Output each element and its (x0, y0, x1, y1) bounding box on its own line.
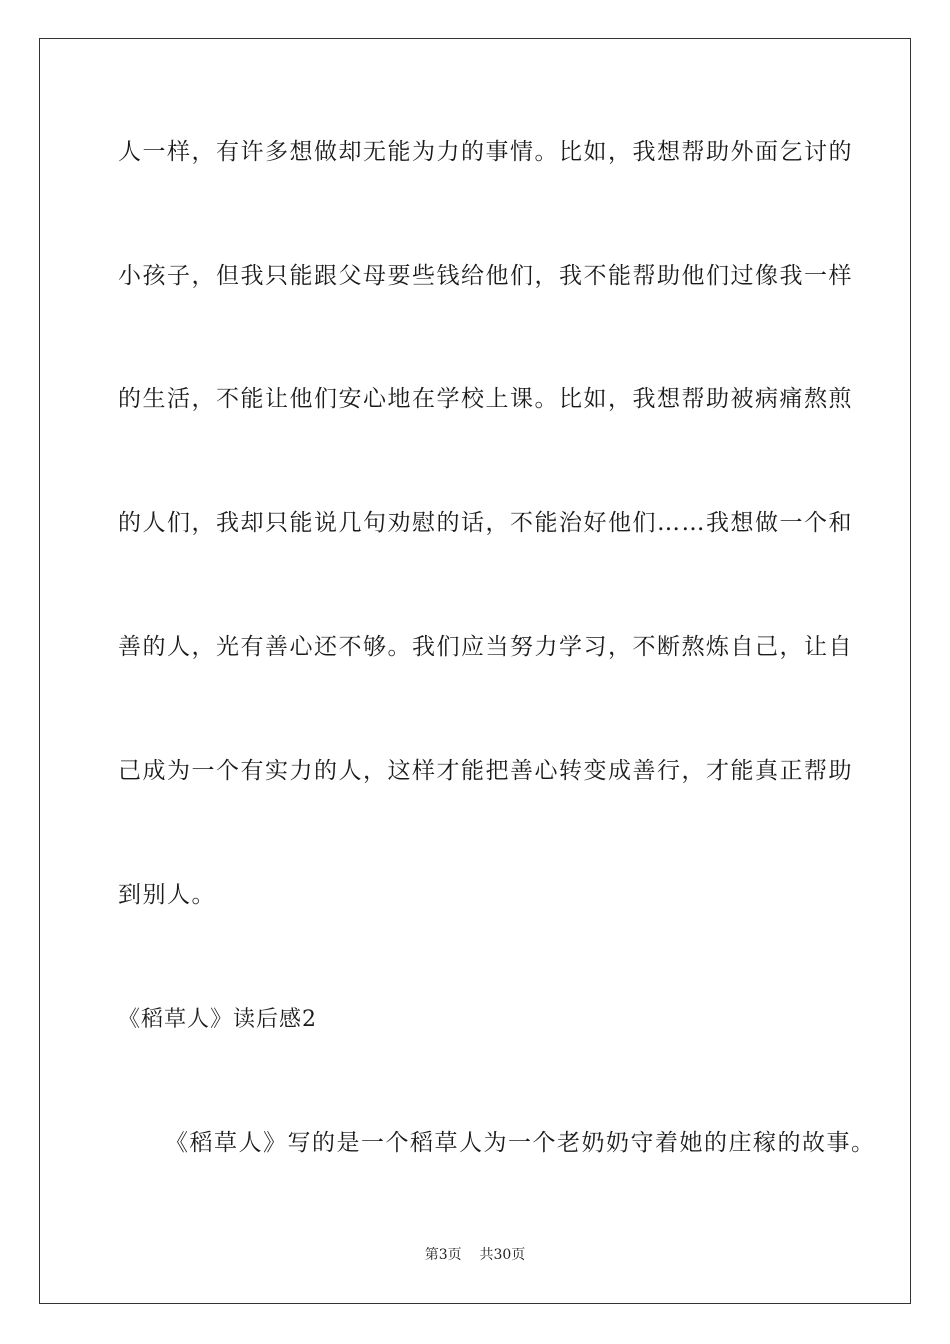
body-line-6: 己成为一个有实力的人，这样才能把善心转变成善行，才能真正帮助 (118, 758, 853, 784)
page-number: 第3页 (424, 1247, 462, 1263)
section-title: 《稻草人》读后感2 (118, 1007, 317, 1032)
page-footer (0, 1246, 950, 1264)
paragraph-2-line-1: 《稻草人》写的是一个稻草人为一个老奶奶守着她的庄稼的故事。 (165, 1130, 876, 1156)
page-border (39, 38, 911, 1304)
body-line-5: 善的人，光有善心还不够。我们应当努力学习，不断熬炼自己，让自 (118, 634, 853, 660)
body-line-2: 小孩子，但我只能跟父母要些钱给他们，我不能帮助他们过像我一样 (118, 263, 853, 289)
body-line-1: 人一样，有许多想做却无能为力的事情。比如，我想帮助外面乞讨的 (118, 139, 853, 165)
total-pages: 共30页 (479, 1247, 526, 1263)
body-line-7: 到别人。 (118, 882, 216, 908)
body-line-4: 的人们，我却只能说几句劝慰的话，不能治好他们……我想做一个和 (118, 510, 853, 536)
body-line-3: 的生活，不能让他们安心地在学校上课。比如，我想帮助被病痛熬煎 (118, 386, 853, 412)
